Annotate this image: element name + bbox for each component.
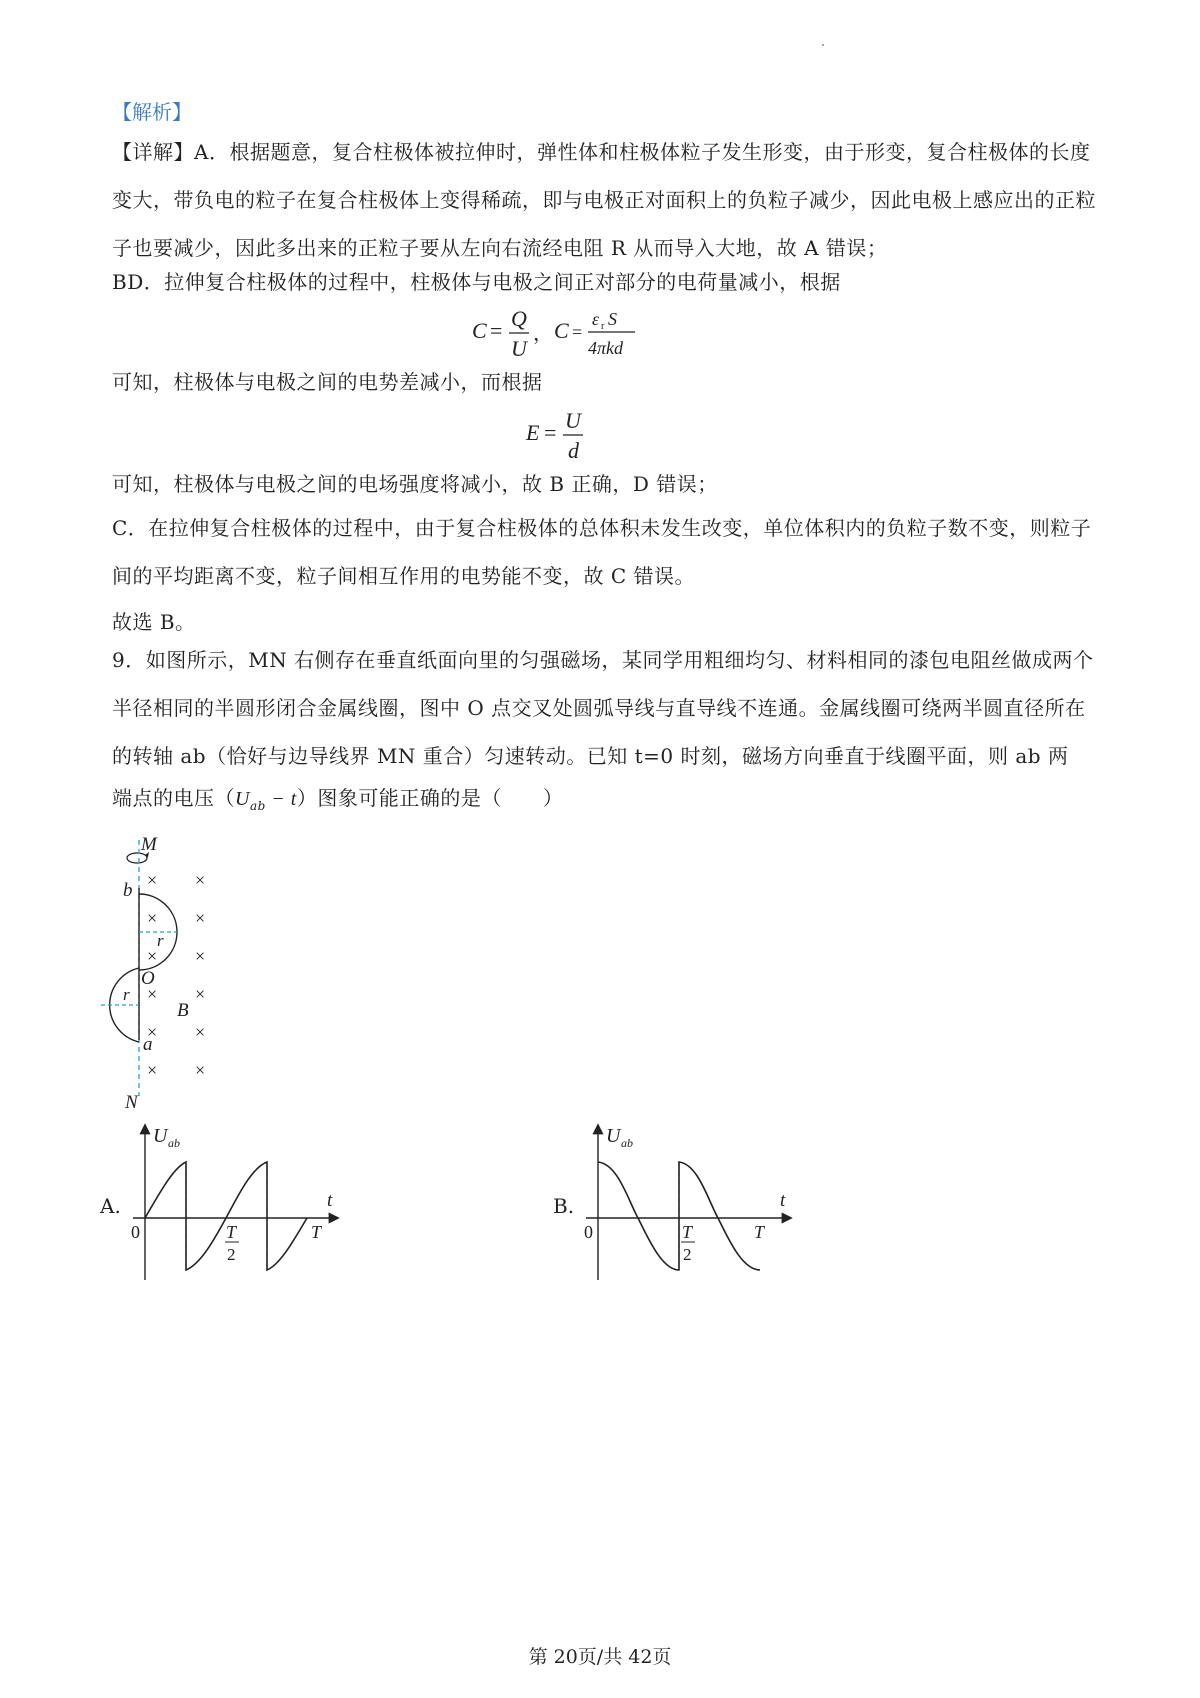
label-o: O <box>141 968 155 989</box>
formula-numerator-q: Q <box>511 306 527 331</box>
y-axis-subscript: ab <box>621 1136 633 1150</box>
field-cross-icon: × <box>147 1060 158 1080</box>
half-period-numerator: T <box>682 1222 693 1242</box>
q9-post-text: ）图象可能正确的是（ ） <box>296 786 564 810</box>
q9-t-symbol: − t <box>265 788 297 810</box>
formula-equals-e: = <box>544 420 557 445</box>
y-axis-label: U <box>606 1125 621 1147</box>
formula-equals-2: = <box>572 322 583 342</box>
field-cross-icon: × <box>195 984 206 1004</box>
x-axis-label: t <box>780 1190 786 1211</box>
formula-epsilon-sub: r <box>601 321 605 332</box>
label-m: M <box>141 834 157 855</box>
option-a-graph <box>125 1120 345 1285</box>
paragraph-bd: BD．拉伸复合柱极体的过程中，柱极体与电极之间正对部分的电荷量减小，根据 <box>112 270 841 294</box>
formula-separator: ， <box>533 323 553 345</box>
field-cross-icon: × <box>195 908 206 928</box>
voltage-curve <box>145 1162 307 1270</box>
option-b-graph <box>578 1120 798 1285</box>
paragraph-potential: 可知，柱极体与电极之间的电势差减小，而根据 <box>112 370 543 394</box>
field-cross-icon: × <box>147 1022 158 1042</box>
formula-equals: = <box>490 318 503 343</box>
x-axis-label: t <box>327 1190 333 1211</box>
analysis-heading: 【解析】 <box>112 100 192 124</box>
label-n: N <box>125 1092 138 1113</box>
formula-c-symbol-2: C <box>554 318 569 343</box>
question-9-text: 9．如图所示，MN 右侧存在垂直纸面向里的匀强磁场，某同学用粗细均匀、材料相同的漆包电阻丝做成两个半径相同的半圆形闭合金属线圈，图中 O 点交叉处圆弧导线与直导线不连通。金属线圈可绕两半圆直径所在的转轴 ab（恰好与边导线界 MN 重合）匀速转动。已知 t=0 时刻，磁场方向垂直于线圈平面，则 ab 两 <box>112 648 1094 768</box>
y-axis-subscript: ab <box>168 1136 180 1150</box>
label-a: a <box>143 1034 153 1055</box>
page-footer: 第 20页/共 42页 <box>528 1646 672 1668</box>
period-label: T <box>311 1222 322 1242</box>
voltage-curve <box>598 1162 760 1270</box>
detail-paragraph-a: 【详解】A．根据题意，复合柱极体被拉伸时，弹性体和柱极体粒子发生形变，由于形变，复合柱极体的长度变大，带负电的粒子在复合柱极体上变得稀疏，即与电极正对面积上的负粒子减少，因此电极上感应出的正粒子也要减少，因此多出来的正粒子要从左向右流经电阻 R 从而导入大地，故 A 错误； <box>112 140 1096 260</box>
question-9-line-last <box>112 774 1102 830</box>
option-b-label: B. <box>553 1194 575 1218</box>
formula-e-symbol: E <box>526 420 540 445</box>
field-cross-icon: × <box>147 946 158 966</box>
formula-denominator-u: U <box>511 336 527 361</box>
origin-label: 0 <box>131 1222 140 1242</box>
label-r-upper: r <box>157 931 164 950</box>
formula-denominator-4pikd: 4πkd <box>588 338 624 358</box>
field-cross-icon: × <box>195 946 206 966</box>
stray-dot <box>822 44 824 46</box>
y-axis-label: U <box>153 1125 168 1147</box>
label-field-b: B <box>177 1000 189 1021</box>
q9-u-symbol: U <box>235 788 250 810</box>
q9-u-subscript: ab <box>249 799 266 813</box>
paragraph-c: C．在拉伸复合柱极体的过程中，由于复合柱极体的总体积未发生改变，单位体积内的负粒子数不变，则粒子间的平均距离不变，粒子间相互作用的电势能不变，故 C 错误。 <box>112 516 1092 588</box>
q9-pre-text: 端点的电压（ <box>112 786 235 810</box>
field-formula <box>524 404 624 466</box>
period-label: T <box>754 1222 765 1242</box>
coil-field-diagram <box>95 828 235 1118</box>
field-cross-icon: × <box>195 1022 206 1042</box>
half-period-denominator: 2 <box>227 1245 236 1264</box>
paragraph-field: 可知，柱极体与电极之间的电场强度将减小，故 B 正确，D 错误； <box>112 472 718 496</box>
capacitance-formula <box>468 302 668 364</box>
field-cross-icon: × <box>147 870 158 890</box>
half-period-denominator: 2 <box>683 1245 692 1264</box>
field-cross-icon: × <box>147 908 158 928</box>
answer-line: 故选 B。 <box>112 610 196 634</box>
half-period-numerator: T <box>226 1222 237 1242</box>
option-a-label: A. <box>100 1194 121 1218</box>
formula-s-symbol: S <box>608 309 617 329</box>
label-b: b <box>123 880 133 901</box>
label-r-lower: r <box>123 985 130 1004</box>
field-cross-icon: × <box>147 984 158 1004</box>
formula-c-symbol: C <box>472 318 487 343</box>
origin-label: 0 <box>584 1222 593 1242</box>
formula-numerator-u: U <box>565 408 581 433</box>
field-cross-icon: × <box>195 870 206 890</box>
formula-epsilon: ε <box>592 309 600 329</box>
field-cross-icon: × <box>195 1060 206 1080</box>
formula-denominator-d: d <box>568 438 579 463</box>
